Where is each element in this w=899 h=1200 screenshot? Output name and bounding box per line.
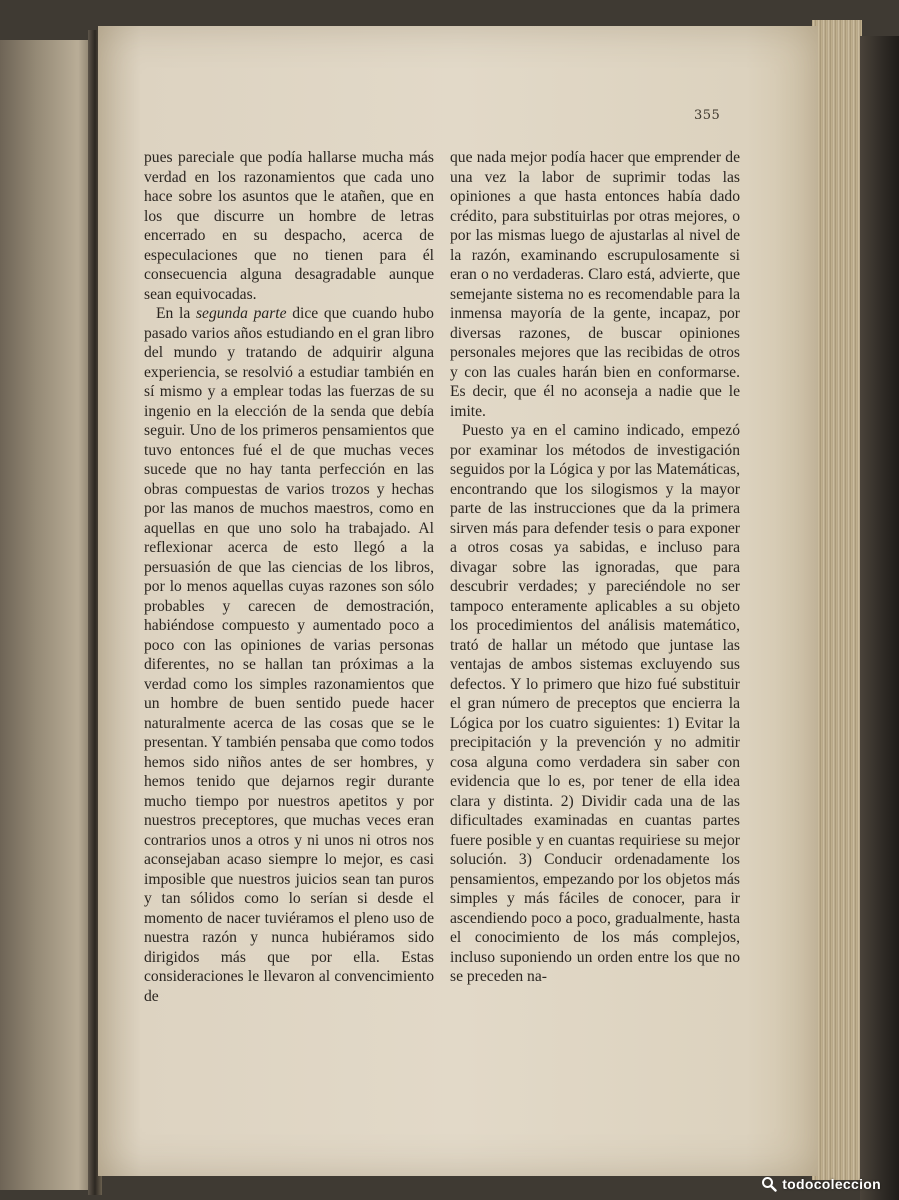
page-number: 355 <box>694 108 721 123</box>
paragraph: Puesto ya en el camino indicado, empezó por examinar los métodos de investigación seguidos por la Lógica y por las Matemáticas, encontrando que los silogismos y la mayor parte de las instrucciones que da la primera sirven más para defender tesis o para exponer a otros cosas ya sabidas, e incluso para divagar sobre las ignoradas, que para descubrir verdades; y pareciéndole no ser tampoco enteramente aplicables a su objeto los procedimientos del análisis matemático, trató de hallar un método que juntase las ventajas de ambos sistemas excluyendo sus defectos. Y lo primero que hizo fué substituir el gran número de preceptos que encierra la Lógica por los cuatro siguientes: 1) Evitar la precipitación y la prevención y no admitir cosa alguna como verdadera sin saber con evidencia que lo es, por tener de ella idea clara y distinta. 2) Dividir cada una de las dificultades examinadas en cuantas partes fuere posible y en cuantas requiriese su mejor solución. 3) Conducir ordenadamente los pensamientos, empezando por los objetos más simples y más fáciles de conocer, para ir ascendiendo poco a poco, gradualmente, hasta el conocimiento de los más complejos, incluso suponiendo un orden entre los que no se preceden na- <box>450 422 740 985</box>
facing-page-edge <box>0 40 92 1190</box>
paragraph-rest: dice que cuando hubo pasado varios años estudiando en el gran libro del mundo y tratando de adquirir alguna experiencia, se resolvió a estudiar también en sí mismo y a emplear todas las fuerzas de su ingenio en la elección de la senda que debía seguir. Uno de los primeros pensamientos que tuvo entonces fué el de que muchas veces sucede que no hay tanta perfección en las obras compuestas de varios trozos y hechas por las manos de muchos maestros, como en aquellas en que uno solo ha trabajado. Al reflexionar acerca de esto llegó a la persuasión de que las ciencias de los libros, por lo menos aquellas cuyas razones son sólo probables y carecen de demostración, habiéndose compuesto y aumentado poco a poco con las opiniones de varias personas diferentes, no se hallan tan próximas a la verdad como los simples razonamientos que un hombre de buen sentido puede hacer naturalmente acerca de las cosas que se le presentan. Y también pensaba que como todos hemos sido niños antes de ser hombres, y hemos tenido que dejarnos regir durante mucho tiempo por nuestros apetitos y por nuestros preceptores, que muchas veces eran contrarios unos a otros y ni unos ni otros nos aconsejaban acaso siempre lo mejor, es casi imposible que nuestros juicios sean tan puros y tan sólidos como lo serían si desde el momento de nacer tuviéramos el pleno uso de nuestra razón y nunca hubiéramos sido dirigidos más que por ella. Estas consideraciones le llevaron al convencimiento de <box>144 305 434 1005</box>
paragraph <box>144 304 434 1006</box>
page-block-edges <box>812 20 862 1180</box>
paragraph: pues pareciale que podía hallarse mucha más verdad en los razonamientos que cada uno hace sobre los asuntos que le atañen, que en los que discurre un hombre de letras encerrado en su despacho, acerca de especulaciones que no tienen para él consecuencia alguna desagradable aunque sean equivocadas. <box>144 149 434 303</box>
book-cover-edge <box>860 36 899 1200</box>
emphasis-text: segunda parte <box>195 305 287 322</box>
magnifier-icon <box>761 1176 777 1192</box>
paragraph: que nada mejor podía hacer que emprender de una vez la labor de suprimir todas las opiniones a que hasta entonces había dado crédito, para substituirlas por otras mejores, o por las mismas luego de ajustarlas al nivel de la razón, examinando escrupulosamente si eran o no verdaderas. Claro está, advierte, que semejante sistema no es recomendable para la inmensa mayoría de la gente, incapaz, por diversas razones, de buscar opiniones personales mejores que las recibidas de otros y con las cuales harán bien en conformarse. Es decir, que él no aconseja a nadie que le imite. <box>450 149 740 420</box>
watermark <box>761 1176 881 1192</box>
watermark-text: todocoleccion <box>782 1176 881 1192</box>
right-text-column <box>450 148 740 987</box>
paragraph-start: En la <box>156 305 196 322</box>
left-text-column <box>144 148 434 1006</box>
